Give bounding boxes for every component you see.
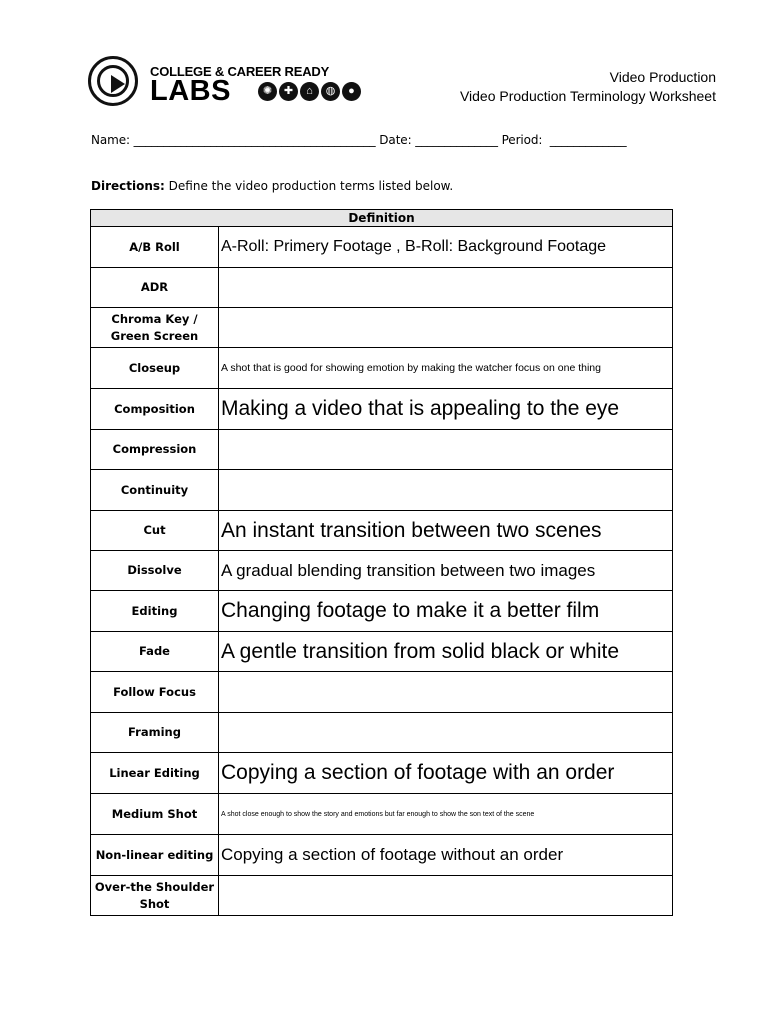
term-cell: Linear Editing xyxy=(91,753,219,794)
table-row xyxy=(91,551,673,591)
term-cell: Chroma Key / Green Screen xyxy=(91,308,219,348)
date-label: Date: xyxy=(379,133,412,147)
directions xyxy=(91,179,453,193)
table-row xyxy=(91,591,673,632)
table-row xyxy=(91,672,673,713)
table-row xyxy=(91,876,673,916)
house-icon: ⌂ xyxy=(300,82,319,101)
definition-header: Definition xyxy=(91,210,673,227)
course-title: Video Production xyxy=(609,69,716,85)
definition-cell[interactable]: A gradual blending transition between two images xyxy=(219,551,673,591)
period-label: Period: xyxy=(501,133,543,147)
definition-cell[interactable]: Copying a section of footage with an order xyxy=(219,753,673,794)
definition-cell[interactable]: A shot that is good for showing emotion by making the watcher focus on one thing xyxy=(219,348,673,389)
directions-text: Define the video production terms listed below. xyxy=(168,179,454,193)
term-cell: Fade xyxy=(91,632,219,672)
table-row xyxy=(91,308,673,348)
term-cell: Editing xyxy=(91,591,219,632)
table-row xyxy=(91,389,673,430)
people-icon: ● xyxy=(342,82,361,101)
term-cell: Composition xyxy=(91,389,219,430)
table-row xyxy=(91,835,673,876)
definition-cell[interactable] xyxy=(219,713,673,753)
definition-cell[interactable] xyxy=(219,470,673,511)
term-cell: Follow Focus xyxy=(91,672,219,713)
definition-cell[interactable] xyxy=(219,308,673,348)
table-row xyxy=(91,430,673,470)
term-cell: Dissolve xyxy=(91,551,219,591)
worksheet-title: Video Production Terminology Worksheet xyxy=(459,88,716,104)
table-row xyxy=(91,794,673,835)
term-cell: Non-linear editing xyxy=(91,835,219,876)
name-blank[interactable]: _________________________________________ xyxy=(133,133,376,147)
definition-cell[interactable]: An instant transition between two scenes xyxy=(219,511,673,551)
definition-cell[interactable] xyxy=(219,672,673,713)
term-cell: Cut xyxy=(91,511,219,551)
terminology-table xyxy=(90,209,673,916)
term-cell: Over-the Shoulder Shot xyxy=(91,876,219,916)
table-header-row xyxy=(91,210,673,227)
name-label: Name: xyxy=(91,133,130,147)
logo-main-text: LABS xyxy=(150,75,231,107)
term-cell: Framing xyxy=(91,713,219,753)
term-cell: Medium Shot xyxy=(91,794,219,835)
table-row xyxy=(91,753,673,794)
definition-cell[interactable]: A gentle transition from solid black or white xyxy=(219,632,673,672)
globe-icon: ◍ xyxy=(321,82,340,101)
definition-cell[interactable] xyxy=(219,268,673,308)
definition-cell[interactable]: Changing footage to make it a better film xyxy=(219,591,673,632)
directions-label: Directions: xyxy=(91,179,165,193)
table-row xyxy=(91,470,673,511)
term-cell: Continuity xyxy=(91,470,219,511)
definition-cell[interactable] xyxy=(219,876,673,916)
play-button-logo-icon xyxy=(88,56,138,106)
term-cell: A/B Roll xyxy=(91,227,219,268)
definition-cell[interactable]: Copying a section of footage without an order xyxy=(219,835,673,876)
logo-career-icons xyxy=(258,82,361,101)
medical-icon: ✚ xyxy=(279,82,298,101)
table-row xyxy=(91,632,673,672)
worksheet-header xyxy=(460,68,716,106)
table-row xyxy=(91,227,673,268)
date-blank[interactable]: ______________ xyxy=(415,133,498,147)
table-row xyxy=(91,511,673,551)
definition-cell[interactable] xyxy=(219,430,673,470)
definition-cell[interactable]: Making a video that is appealing to the eye xyxy=(219,389,673,430)
term-cell: Closeup xyxy=(91,348,219,389)
logo-top-text: COLLEGE & CAREER READY xyxy=(150,64,330,79)
table-row xyxy=(91,268,673,308)
definition-cell[interactable]: A-Roll: Primery Footage , B-Roll: Background Footage xyxy=(219,227,673,268)
table-row xyxy=(91,713,673,753)
student-info-line xyxy=(91,133,626,147)
term-cell: Compression xyxy=(91,430,219,470)
college-career-ready-labs-logo xyxy=(88,56,358,114)
table-row xyxy=(91,348,673,389)
period-blank[interactable]: _____________ xyxy=(546,133,627,147)
term-cell: ADR xyxy=(91,268,219,308)
definition-cell[interactable]: A shot close enough to show the story and emotions but far enough to show the son text of the scene xyxy=(219,794,673,835)
gear-icon: ✺ xyxy=(258,82,277,101)
